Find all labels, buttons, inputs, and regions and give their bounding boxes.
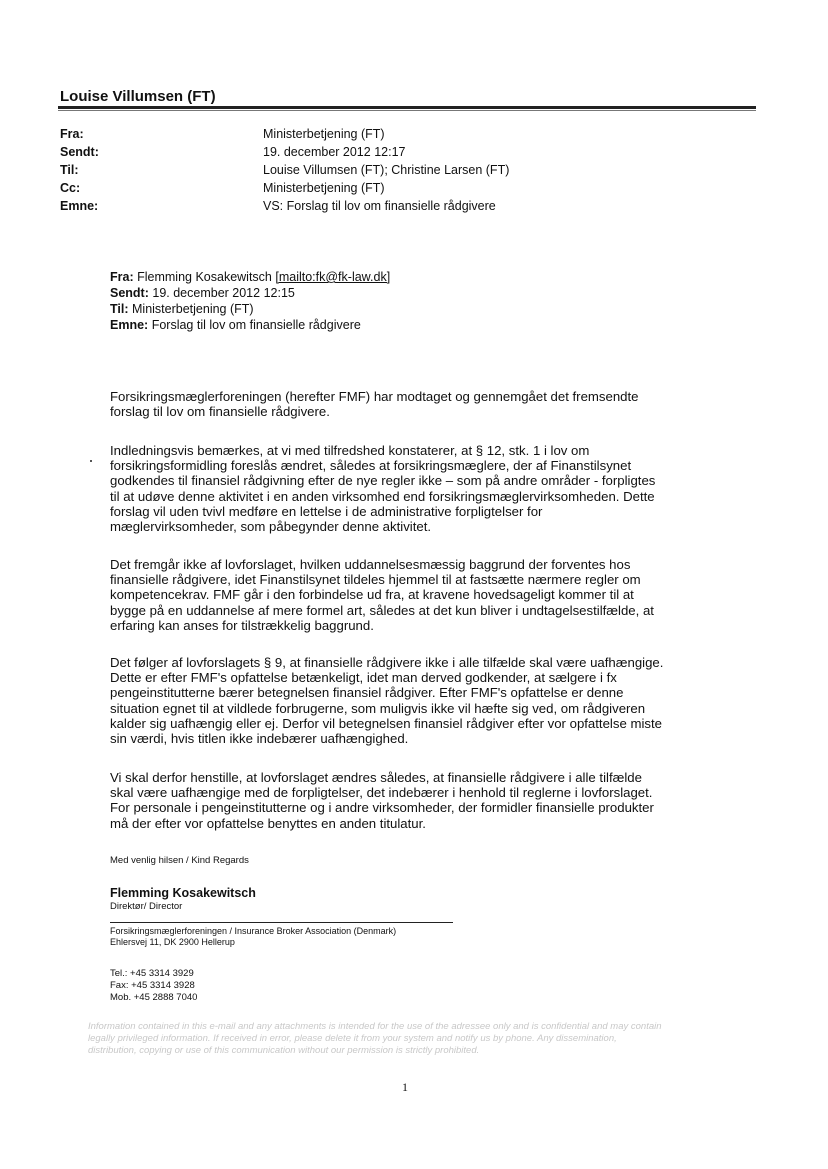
body-paragraph: Det følger af lovforslagets § 9, at finansielle rådgivere ikke i alle tilfælde skal være uafhængige. Dette er efter FMF's opfattelse betænkeligt, idet man derved godkender, at sælgere i fx pengeinstitutterne bærer betegnelsen finansiel rådgiver. Efter FMF's opfattelse er denne situation egnet til at vildlede forbrugerne, som muligvis ikke vil hæfte sig ved, om rådgiveren kalder sig uafhængig eller ej. Derfor vil betegnelsen finansiel rådgiver efter vor opfattelse miste sin værdi, hvis titlen ikke indebærer uafhængighed. [110, 655, 664, 747]
signature-org: Forsikringsmæglerforeningen / Insurance Broker Association (Denmark) Ehlersvej 11, DK 2900 Hellerup [110, 926, 397, 947]
page-number: 1 [402, 1080, 408, 1094]
header-rule-thin [58, 110, 756, 111]
forwarded-fra [110, 270, 390, 284]
signature-greeting: Med venlig hilsen / Kind Regards [110, 855, 249, 866]
signature-title: Direktør/ Director [110, 901, 183, 912]
header-label-sendt: Sendt: [60, 145, 99, 159]
header-value-fra: Ministerbetjening (FT) [263, 127, 385, 141]
header-value-til: Louise Villumsen (FT); Christine Larsen (FT) [263, 163, 510, 177]
header-value-sendt: 19. december 2012 12:17 [263, 145, 406, 159]
forwarded-emne-label: Emne: [110, 318, 149, 332]
body-paragraph: Det fremgår ikke af lovforslaget, hvilken uddannelsesmæssig baggrund der forventes hos finansielle rådgivere, idet Finanstilsynet tildeles hjemmel til at fastsætte nærmere regler om kompetencekrav. FMF går i den forbindelse ud fra, at kravene hovedsageligt kommer til at bygge på en uddannelse af mere formel art, således at det kun bliver i undtagelsestilfælde, at erfaring kan anses for tilstrækkelig baggrund. [110, 557, 654, 633]
forwarded-sendt-label: Sendt: [110, 286, 149, 300]
forwarded-til-value: Ministerbetjening (FT) [132, 302, 254, 316]
forwarded-fra-name: Flemming Kosakewitsch [137, 270, 272, 284]
header-value-cc: Ministerbetjening (FT) [263, 181, 385, 195]
signature-name: Flemming Kosakewitsch [110, 886, 256, 900]
header-label-emne: Emne: [60, 199, 99, 213]
mailto-link[interactable]: [mailto:fk@fk-law.dk] [275, 270, 391, 284]
forwarded-emne-value: Forslag til lov om finansielle rådgivere [151, 318, 361, 332]
disclaimer: Information contained in this e-mail and any attachments is intended for the use of the adressee only and is confidential and may contain legally privileged information. If received in error, please delete it from your system and notify us by phone. Any dissemination, distribution, copying or use of this communication without our permission is strictly prohibited. [88, 1021, 662, 1056]
header-label-til: Til: [60, 163, 79, 177]
forwarded-sendt-value: 19. december 2012 12:15 [152, 286, 295, 300]
body-paragraph: Forsikringsmæglerforeningen (herefter FMF) har modtaget og gennemgået det fremsendte forslag til lov om finansielle rådgivere. [110, 389, 639, 420]
forwarded-til-label: Til: [110, 302, 129, 316]
header-value-emne: VS: Forslag til lov om finansielle rådgivere [263, 199, 496, 213]
body-paragraph: Indledningsvis bemærkes, at vi med tilfredshed konstaterer, at § 12, stk. 1 i lov om forsikringsformidling foreslås ændret, således at forsikringsmæglere, der af Finanstilsynet godkendes til finansiel rådgivning efter de nye regler ikke – som på andre områder - forpligtes til at udøve denne aktivitet i en anden virksomhed end forsikringsmæglervirksomheden. Dette forslag vil uden tvivl medføre en lettelse i de administrative forpligtelser for mæglervirksomheder, som påbegynder denne aktivitet. [110, 443, 656, 535]
forwarded-til [110, 302, 254, 316]
header-label-cc: Cc: [60, 181, 81, 195]
signature-rule [110, 922, 453, 923]
mailbox-owner: Louise Villumsen (FT) [60, 88, 216, 105]
header-rule [58, 106, 756, 109]
scan-speck [90, 460, 92, 462]
signature-contact: Tel.: +45 3314 3929 Fax: +45 3314 3928 Mob. +45 2888 7040 [110, 968, 198, 1003]
header-label-fra: Fra: [60, 127, 84, 141]
forwarded-sendt [110, 286, 295, 300]
forwarded-emne [110, 318, 361, 332]
body-paragraph: Vi skal derfor henstille, at lovforslaget ændres således, at finansielle rådgivere i alle tilfælde skal være uafhængige med de forpligtelser, det indebærer i henhold til reglerne i lovforslaget. For personale i pengeinstitutterne og i andre virksomheder, der formidler finansielle produkter må der efter vor opfattelse benyttes en anden titulatur. [110, 770, 654, 831]
forwarded-fra-label: Fra: [110, 270, 134, 284]
